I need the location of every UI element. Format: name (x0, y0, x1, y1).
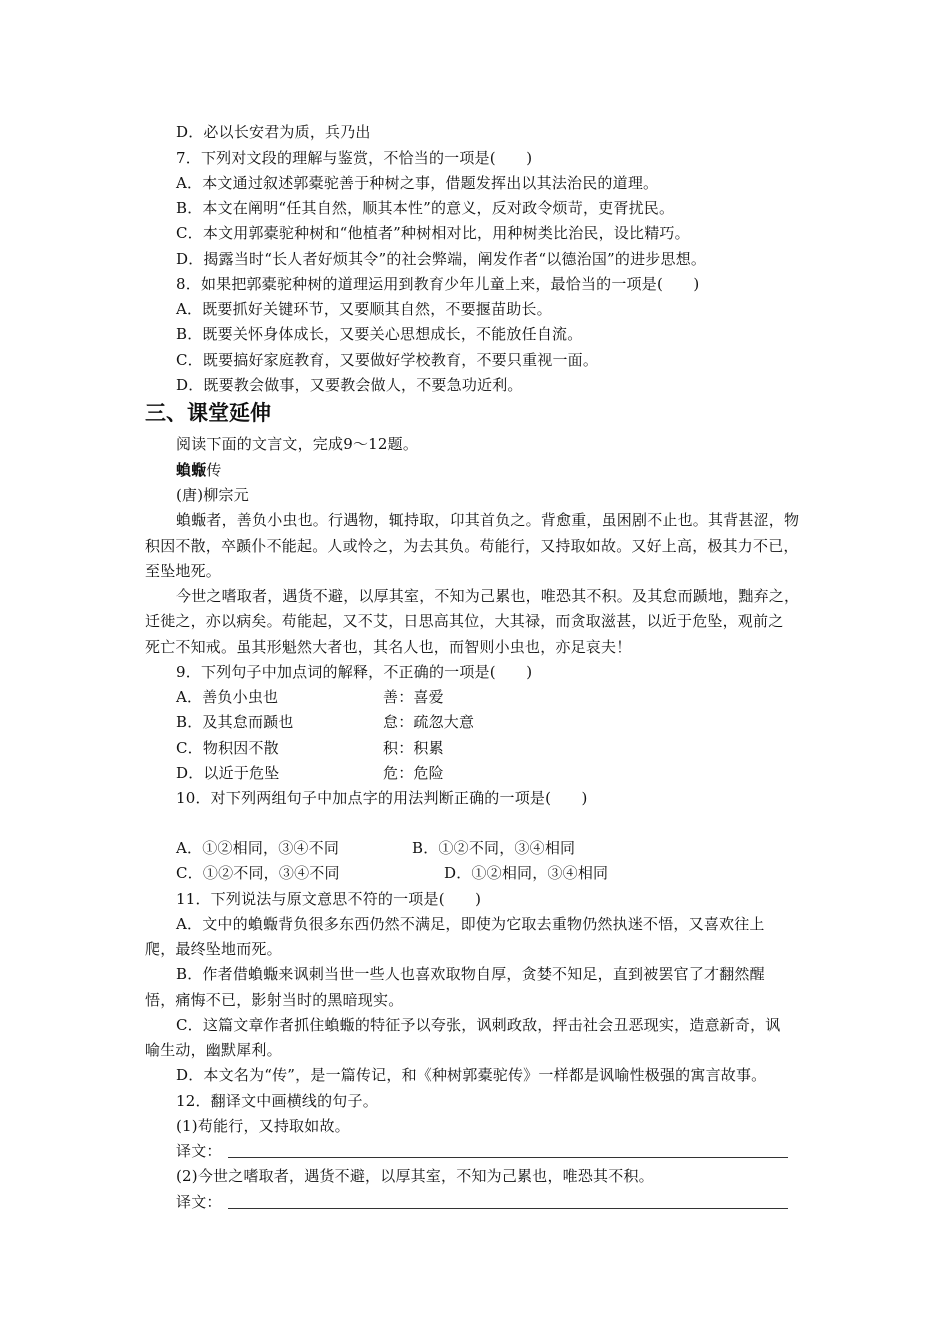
q11-stem: 11．下列说法与原文意思不符的一项是( ) (176, 890, 482, 908)
q9-option-c-gloss: 积：积累 (383, 739, 444, 757)
passage-p2-line3: 死亡不知戒。虽其形魁然大者也，其名人也，而智则小虫也，亦足哀夫！ (145, 638, 632, 656)
q8-option-b: B．既要关怀身体成长，又要关心思想成长，不能放任自流。 (176, 325, 583, 343)
passage-p2-line1: 今世之嗜取者，遇货不避，以厚其室，不知为己累也，唯恐其不积。及其怠而踬地，黜弃之， (176, 587, 800, 605)
q6-option-d: D．必以长安君为质，兵乃出 (176, 123, 371, 141)
q12-answer-line-2[interactable] (228, 1208, 788, 1209)
q9-option-b-sentence: B．及其怠而踬也 (176, 713, 294, 731)
passage-p1-line2: 积因不散，卒踬仆不能起。人或怜之，为去其负。苟能行，又持取如故。又好上高，极其力不已， (145, 537, 799, 555)
q11-option-c-line1: C．这篇文章作者抓住蝜蝂的特征予以夸张，讽刺政敌，抨击社会丑恶现实，造意新奇，讽 (176, 1016, 781, 1034)
q7-option-a: A．本文通过叙述郭橐驼善于种树之事，借题发挥出以其法治民的道理。 (176, 174, 659, 192)
q11-option-a-line2: 爬，最终坠地而死。 (145, 940, 282, 958)
q9-option-c (176, 738, 444, 758)
q9-option-d-sentence: D．以近于危坠 (176, 764, 280, 782)
passage-title-prefix: 蝜蝂 (176, 461, 207, 479)
q12-stem: 12．翻译文中画横线的句子。 (176, 1092, 378, 1110)
reading-intro: 阅读下面的文言文，完成9～12题。 (176, 435, 419, 453)
q9-option-b-gloss: 怠：疏忽大意 (383, 713, 475, 731)
q7-option-d: D．揭露当时“长人者好烦其令”的社会弊端，阐发作者“以德治国”的进步思想。 (176, 250, 707, 268)
q12-answer-line-1[interactable] (228, 1157, 788, 1158)
q12-sentence-1: (1)苟能行，又持取如故。 (176, 1117, 350, 1135)
q11-option-c-line2: 喻生动，幽默犀利。 (145, 1041, 282, 1059)
passage-p1-line3: 至坠地死。 (145, 562, 222, 580)
q10-stem: 10．对下列两组句子中加点字的用法判断正确的一项是( ) (176, 789, 588, 807)
passage-title (176, 460, 222, 480)
q7-option-b: B．本文在阐明“任其自然，顺其本性”的意义，反对政令烦苛，吏胥扰民。 (176, 199, 675, 217)
passage-author: (唐)柳宗元 (176, 486, 249, 504)
q9-option-c-sentence: C．物积因不散 (176, 739, 279, 757)
q9-option-a (176, 687, 444, 707)
q11-option-b-line2: 悟，痛悔不已，影射当时的黑暗现实。 (145, 991, 404, 1009)
q11-option-b-line1: B．作者借蝜蝂来讽刺当世一些人也喜欢取物自厚，贪婪不知足，直到被罢官了才翻然醒 (176, 965, 765, 983)
section-heading: 三、课堂延伸 (145, 400, 271, 425)
q9-stem: 9．下列句子中加点词的解释，不正确的一项是( ) (176, 663, 533, 681)
q8-option-a: A．既要抓好关键环节，又要顺其自然，不要揠苗助长。 (176, 300, 552, 318)
q7-option-c: C．本文用郭橐驼种树和“他植者”种树相对比，用种树类比治民，设比精巧。 (176, 224, 690, 242)
q9-option-a-sentence: A．善负小虫也 (176, 688, 279, 706)
q11-option-a-line1: A．文中的蝜蝂背负很多东西仍然不满足，即使为它取去重物仍然执迷不悟，又喜欢往上 (176, 915, 765, 933)
q8-stem: 8．如果把郭橐驼种树的道理运用到教育少年儿童上来，最恰当的一项是( ) (176, 275, 700, 293)
passage-p1-line1: 蝜蝂者，善负小虫也。行遇物，辄持取，卬其首负之。背愈重，虽困剧不止也。其背甚涩，物 (176, 511, 800, 529)
passage-title-suffix: 传 (206, 461, 222, 479)
q11-option-d: D．本文名为“传”，是一篇传记，和《种树郭橐驼传》一样都是讽喻性极强的寓言故事。 (176, 1066, 767, 1084)
q9-option-d (176, 763, 444, 783)
q10-option-c: C．①②不同，③④不同 (176, 864, 340, 882)
q10-option-d: D．①②相同，③④相同 (444, 864, 609, 882)
q9-option-a-gloss: 善：喜爱 (383, 688, 444, 706)
q8-option-d: D．既要教会做事，又要教会做人，不要急功近利。 (176, 376, 523, 394)
q8-option-c: C．既要搞好家庭教育，又要做好学校教育，不要只重视一面。 (176, 351, 599, 369)
q12-translation-label-2: 译文： (176, 1193, 222, 1211)
q10-option-b: B．①②不同，③④相同 (412, 839, 576, 857)
q12-sentence-2: (2)今世之嗜取者，遇货不避，以厚其室，不知为己累也，唯恐其不积。 (176, 1167, 654, 1185)
passage-p2-line2: 迁徙之，亦以病矣。苟能起，又不艾，日思高其位，大其禄，而贪取滋甚，以近于危坠，观前之 (145, 612, 784, 630)
q9-option-b (176, 712, 475, 732)
q10-option-a: A．①②相同，③④不同 (176, 839, 340, 857)
q9-option-d-gloss: 危：危险 (383, 764, 444, 782)
q12-translation-label-1: 译文： (176, 1142, 222, 1160)
q7-stem: 7．下列对文段的理解与鉴赏，不恰当的一项是( ) (176, 149, 533, 167)
